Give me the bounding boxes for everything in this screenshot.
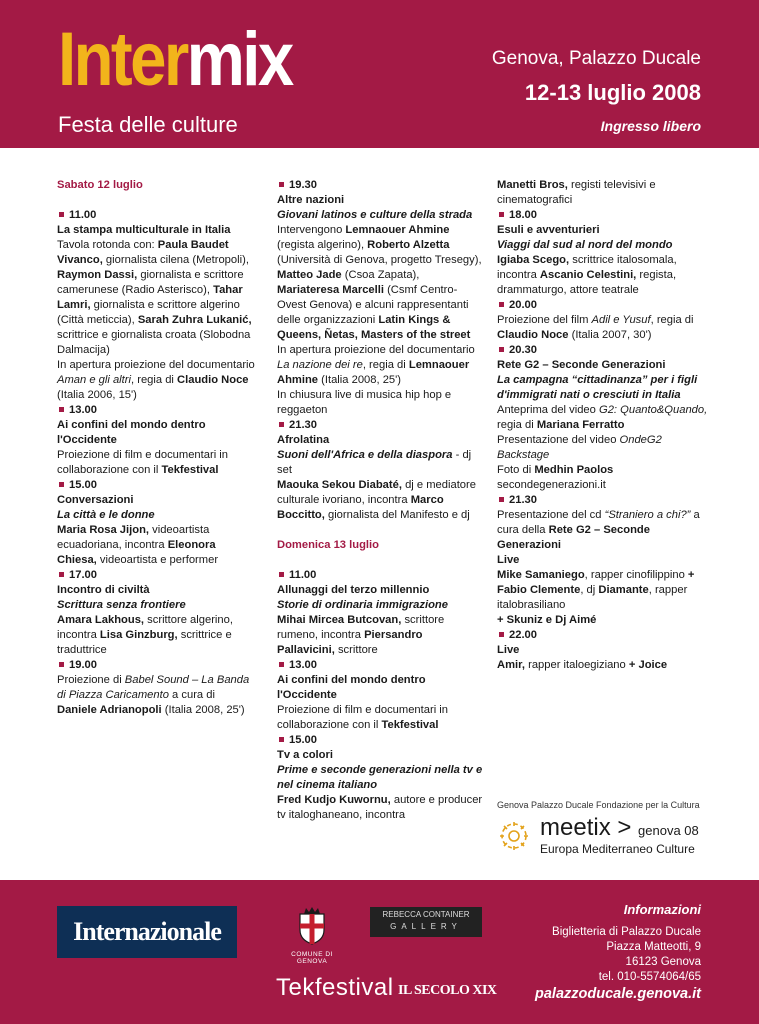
event-time: 15.00 xyxy=(57,478,257,493)
venue: Genova, Palazzo Ducale xyxy=(491,48,701,69)
program-column-3 xyxy=(497,178,711,673)
event-text: Proiezione di film e documentari in collaborazione con il Tekfestival xyxy=(57,449,229,476)
event-text: In apertura proiezione del documentario La nazione dei re, regia di Lemnaouer Ahmine (Italia 2008, 25') xyxy=(277,344,475,386)
event-title: + Skuniz e Dj Aimé xyxy=(497,614,597,626)
event-subtitle: La campagna “cittadinanza” per i figli d'immigrati nati o cresciuti in Italia xyxy=(497,374,698,401)
event-subtitle: Scrittura senza frontiere xyxy=(57,599,186,611)
event-text: In chiusura live di musica hip hop e reggaeton xyxy=(277,389,452,416)
event-time: 17.00 xyxy=(57,568,257,583)
event-time: 22.00 xyxy=(497,628,711,643)
event-time: 20.00 xyxy=(497,298,711,313)
event-text: Mike Samaniego, rapper cinofilippino + Fabio Clemente, dj Diamante, rapper italobrasiliano xyxy=(497,569,695,611)
event-title: Incontro di civiltà xyxy=(57,584,150,596)
event-title: Ai confini del mondo dentro l'Occidente xyxy=(57,419,206,446)
event-title: Live xyxy=(497,644,520,656)
info-line: 16123 Genova xyxy=(625,956,701,968)
event-title: Live xyxy=(497,554,520,566)
info-line: Biglietteria di Palazzo Ducale xyxy=(552,926,701,938)
day-heading: Sabato 12 luglio xyxy=(57,179,143,191)
tekfestival-logo: Tekfestival xyxy=(276,974,394,1001)
event-time: 13.00 xyxy=(57,403,257,418)
tagline: Festa delle culture xyxy=(58,112,238,137)
event-text: Maouka Sekou Diabaté, dj e mediatore culturale ivoriano, incontra Marco Boccitto, giornalista del Manifesto e dj xyxy=(277,479,476,521)
event-text: Intervengono Lemnaouer Ahmine (regista algerino), Roberto Alzetta (Università di Genova, progetto Tresegy), Matteo Jade (Csoa Zapata), Mariateresa Marcelli (Csmf Centro-Ovest Genova) e alcuni rappresentanti delle organizzazioni Latin Kings & Queens, Ñetas, Masters of the street xyxy=(277,224,482,341)
event-title: Rete G2 – Seconde Generazioni xyxy=(497,359,666,371)
event-title: Afrolatina xyxy=(277,434,330,446)
festival-logo xyxy=(58,17,292,102)
info-title: Informazioni xyxy=(623,902,701,917)
event-text: Mihai Mircea Butcovan, scrittore rumeno, incontra Piersandro Pallavicini, scrittore xyxy=(277,614,445,656)
event-text: Anteprima del video G2: Quanto&Quando, regia di Mariana Ferratto xyxy=(497,404,708,431)
event-text: Presentazione del cd “Straniero a chi?” a cura della Rete G2 – Seconde Generazioni xyxy=(497,509,700,551)
event-text: Presentazione del video OndeG2 Backstage xyxy=(497,434,662,461)
event-title: La stampa multiculturale in Italia xyxy=(57,224,231,236)
event-text: Amara Lakhous, scrittore algerino, incontra Lisa Ginzburg, scrittrice e traduttrice xyxy=(57,614,233,656)
rebecca-name: REBECCA CONTAINER xyxy=(382,910,470,919)
event-subtitle: Prime e seconde generazioni nella tv e nel cinema italiano xyxy=(277,764,483,791)
event-time: 13.00 xyxy=(277,658,483,673)
info-line: Piazza Matteotti, 9 xyxy=(606,941,701,953)
event-text: Foto di Medhin Paolos xyxy=(497,464,614,476)
event-subtitle: Storie di ordinaria immigrazione xyxy=(277,599,448,611)
event-text: Manetti Bros, registi televisivi e cinematografici xyxy=(497,179,656,206)
event-subtitle: Giovani latinos e culture della strada xyxy=(277,209,473,221)
event-subtitle: Viaggi dal sud al nord del mondo xyxy=(497,239,673,251)
event-time: 21.30 xyxy=(497,493,711,508)
event-title: Esuli e avventurieri xyxy=(497,224,600,236)
event-text: secondegenerazioni.it xyxy=(497,479,606,491)
logo-part-mix: mix xyxy=(186,17,292,102)
entry-note: Ingresso libero xyxy=(600,118,701,134)
info-line: tel. 010-5574064/65 xyxy=(598,971,701,983)
comune-crest xyxy=(276,906,348,965)
website-link[interactable]: palazzoducale.genova.it xyxy=(535,986,701,1002)
day-heading: Domenica 13 luglio xyxy=(277,539,379,551)
event-time: 21.30 xyxy=(277,418,483,433)
event-text: Fred Kudjo Kuwornu, autore e producer tv italoghaneano, incontra xyxy=(277,794,483,821)
promo-title-text: meetix xyxy=(540,814,611,841)
event-text: Suoni dell'Africa e della diaspora - dj set xyxy=(277,449,472,476)
event-time: 19.30 xyxy=(277,178,483,193)
event-text: Tavola rotonda con: Paula Baudet Vivanco, giornalista cilena (Metropoli), Raymon Dassi, giornalista e scrittore camerunese (Radio Asterisco), Tahar Lamri, giornalista e scrittore algerino (Città meticcia), Sarah Zuhra Lukanić, scrittrice e giornalista croata (Slobodna Dalmacija) xyxy=(57,239,252,356)
secolo-xix-logo: IL SECOLO XIX xyxy=(398,983,497,998)
footer-band xyxy=(0,880,759,1024)
spacer xyxy=(277,523,483,538)
event-time: 18.00 xyxy=(497,208,711,223)
promo-subtitle: Europa Mediterraneo Culture xyxy=(540,842,695,856)
event-time: 11.00 xyxy=(277,568,483,583)
event-title: Ai confini del mondo dentro l'Occidente xyxy=(277,674,426,701)
internazionale-logo: Internazionale xyxy=(57,906,237,958)
event-title: Altre nazioni xyxy=(277,194,345,206)
sun-swirl-icon xyxy=(494,816,534,856)
promo-label: Genova Palazzo Ducale Fondazione per la Cultura xyxy=(497,800,700,810)
event-text: In apertura proiezione del documentario Aman e gli altri, regia di Claudio Noce (Italia 2006, 15') xyxy=(57,359,255,401)
event-title: Tv a colori xyxy=(277,749,333,761)
rebecca-gallery: GALLERY xyxy=(390,922,462,931)
program-column-2 xyxy=(277,178,483,823)
header-band xyxy=(0,0,759,148)
event-subtitle: La città e le donne xyxy=(57,509,155,521)
event-time: 11.00 xyxy=(57,208,257,223)
event-text: Proiezione del film Adil e Yusuf, regia di Claudio Noce (Italia 2007, 30') xyxy=(497,314,694,341)
event-text: Igiaba Scego, scrittrice italosomala, incontra Ascanio Celestini, regista, drammaturgo, attore teatrale xyxy=(497,254,677,296)
event-time: 20.30 xyxy=(497,343,711,358)
event-text: Maria Rosa Jijon, videoartista ecuadoriana, incontra Eleonora Chiesa, videoartista e performer xyxy=(57,524,219,566)
comune-label: COMUNE DI GENOVA xyxy=(291,951,333,965)
event-text: Proiezione di Babel Sound – La Banda di Piazza Caricamento a cura di Daniele Adrianopoli (Italia 2008, 25') xyxy=(57,674,250,716)
festival-dates: 12-13 luglio 2008 xyxy=(524,80,701,105)
promo-arrow: > xyxy=(617,814,632,841)
event-time: 19.00 xyxy=(57,658,257,673)
coat-of-arms-icon xyxy=(295,906,329,946)
event-time: 15.00 xyxy=(277,733,483,748)
rebecca-container-logo xyxy=(370,907,482,937)
event-text: Amir, rapper italoegiziano + Joice xyxy=(497,659,668,671)
logo-part-inter: Inter xyxy=(58,17,187,102)
event-title: Allunaggi del terzo millennio xyxy=(277,584,430,596)
promo-city: genova 08 xyxy=(638,823,699,838)
event-title: Conversazioni xyxy=(57,494,134,506)
event-text: Proiezione di film e documentari in collaborazione con il Tekfestival xyxy=(277,704,449,731)
program-column-1 xyxy=(57,178,257,718)
promo-title xyxy=(540,816,699,840)
